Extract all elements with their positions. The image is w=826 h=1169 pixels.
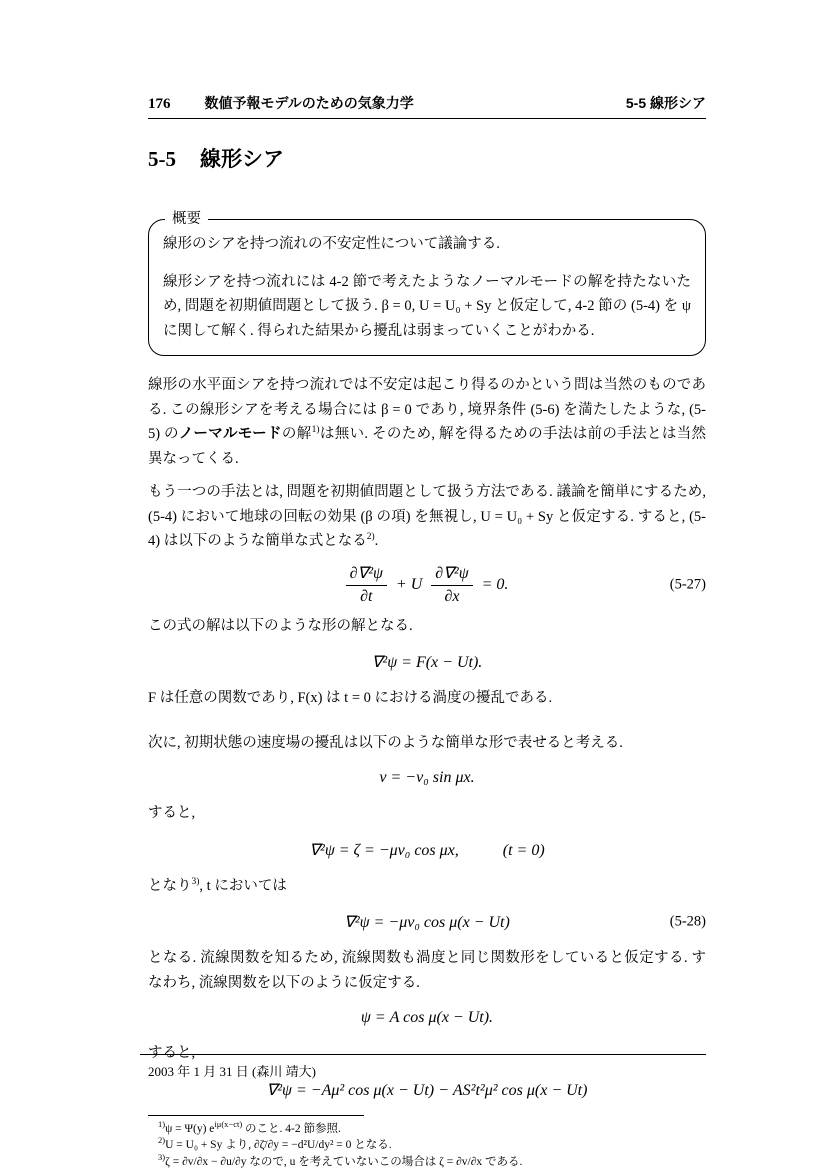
fraction-numerator: ∂∇²ψ [431, 564, 472, 586]
footnotes-block [148, 1115, 706, 1169]
footnote-3-text: ζ = ∂v/∂x − ∂u/∂y なので, u を考えていないこの場合は ζ = ∂v/∂x である. [165, 1155, 523, 1168]
paragraph-2 [148, 480, 706, 554]
section-heading [148, 146, 706, 173]
footnote-1-exponent: iμ(x−ct) [214, 1118, 243, 1129]
paragraph-2-text: . [374, 533, 379, 549]
section-title: 線形シア [200, 148, 284, 171]
abstract-box-label: 概要 [165, 209, 208, 229]
footnote-2 [148, 1137, 706, 1154]
equation-5-27 [148, 564, 706, 606]
fraction-denominator: ∂t [360, 587, 373, 605]
footnote-3-marker: 3) [158, 1151, 166, 1162]
running-header [148, 93, 706, 119]
fraction-dt [346, 564, 387, 606]
page-number: 176 [148, 96, 171, 112]
footnote-3 [148, 1151, 706, 1169]
abstract-paragraph-2: 線形シアを持つ流れには 4-2 節で考えたようなノーマルモードの解を持たないため, 問題を初期値問題として扱う. β = 0, U = U₀ + Sy と仮定して, 4-2 節の (5-4) を ψ に関して解く. 得られた結果から擾乱は弱まっていくことがわかる. [163, 273, 691, 339]
fraction-denominator: ∂x [444, 587, 460, 605]
equation-text: ∇²ψ = ζ = −μv₀ cos μx, [309, 841, 459, 859]
footnote-marker-2: 2) [366, 532, 375, 543]
book-title: 数値予報モデルのための気象力学 [204, 95, 414, 111]
footer-date-author: 2003 年 1 月 31 日 (森川 靖大) [148, 1064, 316, 1079]
paragraph-1-bold-term: ノーマルモード [178, 426, 282, 442]
equation-text: ψ = A cos μ(x − Ut). [360, 1009, 494, 1026]
paragraph-6: すると, [148, 805, 196, 821]
equation-text: ∇²ψ = F(x − Ut). [371, 654, 483, 671]
paragraph-7-text: , t においては [199, 877, 287, 894]
footnote-marker-3: 3) [191, 876, 200, 887]
footnote-marker-1: 1) [311, 425, 320, 436]
paragraph-1 [148, 373, 706, 471]
paragraph-5: 次に, 初期状態の速度場の擾乱は以下のような簡単な形で表せると考える. [148, 734, 623, 751]
abstract-line-1: 線形のシアを持つ流れの不安定性について議論する. [163, 236, 500, 252]
equation-5-28 [148, 912, 706, 932]
equation-number-5-27: (5-27) [669, 576, 706, 592]
equation-laplacian-expansion [148, 1080, 706, 1100]
equation-initial-vorticity [148, 840, 706, 860]
equation-operator: + U [395, 575, 423, 593]
equation-text: ∇²ψ = −Aμ² cos μ(x − Ut) − AS²t²μ² cos μ(x − Ut) [266, 1081, 588, 1099]
paragraph-2-text: もう一つの手法とは, 問題を初期値問題として扱う方法である. 議論を簡単にするため, (5-4) において地球の回転の効果 (β の項) を無視し, U = U₀ + Sy と仮定する. すると, (5-4) は以下のような簡単な式となる [148, 484, 706, 549]
equation-streamfunction [148, 1009, 706, 1027]
footnote-1-text: ψ = Ψ(y) e [165, 1122, 215, 1135]
paragraph-8: となる. 流線関数を知るため, 流線関数も渦度と同じ関数形をしていると仮定する. すなわち, 流線関数を以下のように仮定する. [148, 950, 706, 991]
equation-text: v = −v₀ sin μx. [379, 769, 475, 786]
paragraph-1-text: の解 [281, 426, 312, 442]
equation-initial-velocity [148, 769, 706, 787]
footnote-2-marker: 2) [158, 1135, 166, 1146]
paragraph-1-text: 線形の水平面シアを持つ流れでは不安定は起こり得るのかという問は当然のものである. この線形シアを考える場合には β = 0 であり, 境界条件 (5-6) を満たしたような, (5-5) の [148, 377, 706, 442]
paragraph-9: すると, [148, 1045, 196, 1061]
paragraph-7 [148, 874, 706, 899]
footnote-1 [148, 1118, 706, 1138]
section-number: 5-5 [148, 147, 176, 171]
fraction-numerator: ∂∇²ψ [346, 564, 387, 586]
paragraph-3: この式の解は以下のような形の解となる. [148, 617, 413, 634]
equation-number-5-28: (5-28) [669, 913, 706, 930]
paragraph-1-text: は無い. そのため, 解を得るための手法は前の手法とは当然異なってくる. [148, 426, 707, 467]
fraction-dx [431, 564, 472, 606]
equation-text: ∇²ψ = −μv₀ cos μ(x − Ut) [344, 914, 510, 931]
equation-condition: (t = 0) [502, 841, 545, 859]
footnote-1-marker: 1) [158, 1118, 166, 1129]
equation-rhs: = 0. [481, 575, 509, 593]
paragraph-7-text: となり [148, 877, 192, 894]
footnote-2-text: U = U₀ + Sy より, ∂ζ̄/∂y = −d²U/dy² = 0 となる. [165, 1139, 392, 1151]
footnote-rule [148, 1115, 364, 1116]
footnote-1-text: のこと. 4-2 節参照. [242, 1122, 341, 1135]
abstract-box [148, 211, 706, 356]
text-column [148, 93, 706, 1169]
paragraph-4: F は任意の関数であり, F(x) は t = 0 における渦度の擾乱である. [148, 690, 553, 706]
header-section-ref: 5-5 線形シア [625, 95, 706, 111]
footer-rule [140, 1054, 706, 1055]
equation-vorticity-solution [148, 652, 706, 672]
